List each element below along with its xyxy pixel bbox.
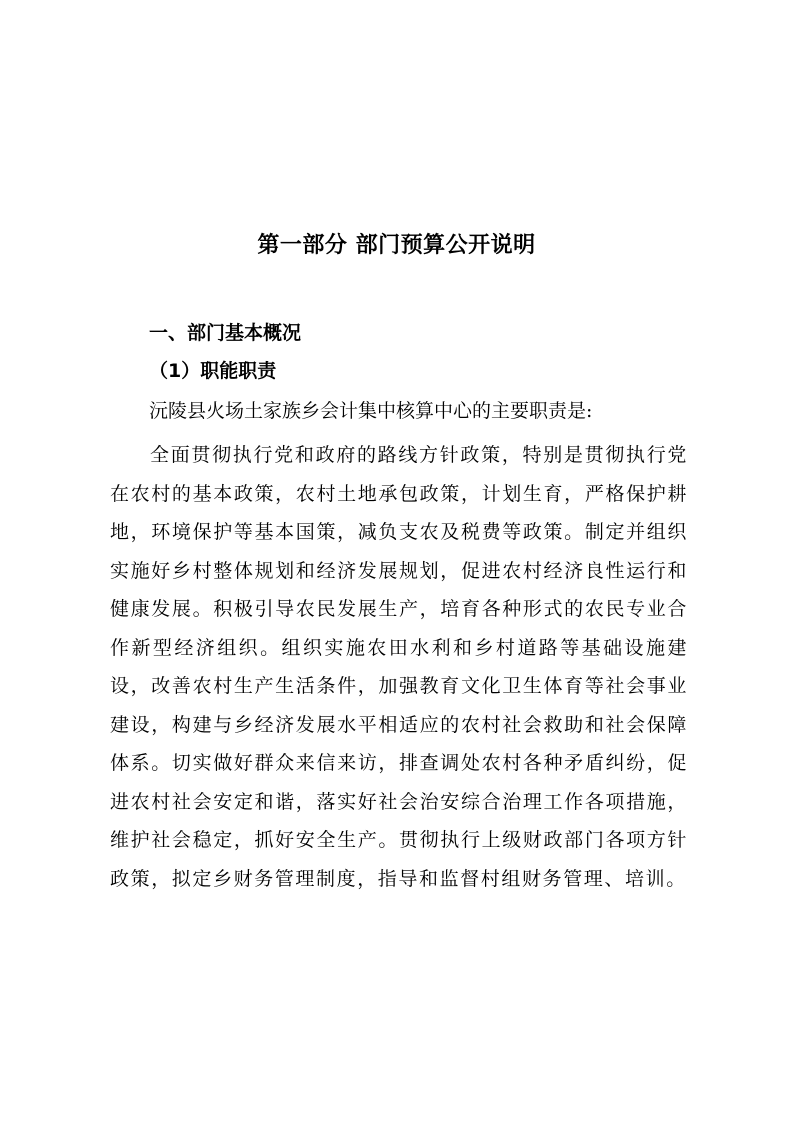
subsection-heading: （1）职能职责	[149, 360, 277, 382]
page-title: 第一部分 部门预算公开说明	[257, 233, 536, 258]
section-heading: 一、部门基本概况	[149, 322, 302, 344]
body-paragraph: 全面贯彻执行党和政府的路线方针政策，特别是贯彻执行党在农村的基本政策，农村土地承包政策，计划生育，严格保护耕地，环境保护等基本国策，减负支农及税费等政策。制定并组织实施好乡村整体规划和经济发展规划，促进农村经济良性运行和健康发展。积极引导农民发展生产，培育各种形式的农民专业合作新型经济组织。组织实施农田水利和乡村道路等基础设施建设，改善农村生产生活条件，加强教育文化卫生体育等社会事业建设，构建与乡经济发展水平相适应的农村社会救助和社会保障体系。切实做好群众来信来访，排查调处农村各种矛盾纠纷，促进农村社会安定和谐，落实好社会治安综合治理工作各项措施，维护社会稳定，抓好安全生产。贯彻执行上级财政部门各项方针政策，拟定乡财务管理制度，指导和监督村组财务管理、培训。	[110, 444, 688, 890]
intro-line: 沅陵县火场土家族乡会计集中核算中心的主要职责是:	[149, 400, 593, 422]
